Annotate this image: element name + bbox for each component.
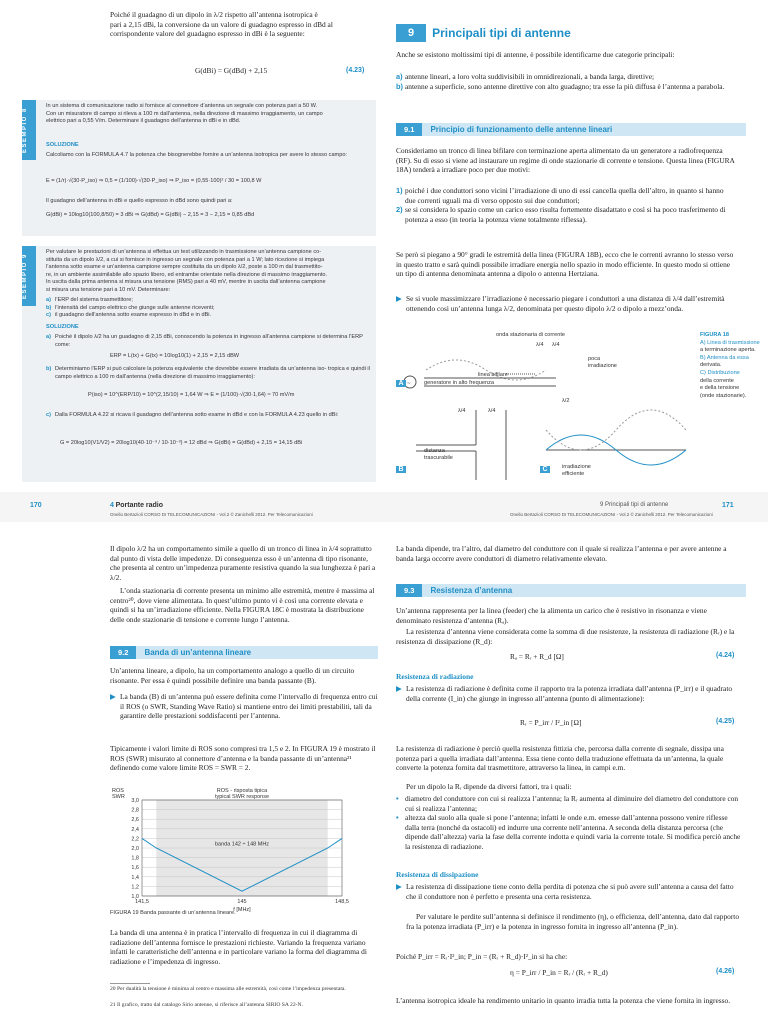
chapter-number: 4 — [110, 502, 114, 509]
footer-page-number-left — [30, 502, 42, 509]
page-number: 171 — [722, 502, 734, 509]
figure-panel-label: A — [396, 380, 406, 387]
fig-label: poca — [588, 356, 601, 362]
paragraph: Poiché P_irr = Rᵣ·I²_in; P_in = (Rᵣ + R_d)·I²_in si ha che: — [396, 952, 568, 961]
voltage-curve — [546, 410, 686, 450]
example-9-sol-c — [46, 412, 372, 420]
figure-19-chart — [110, 786, 360, 916]
y-tick-label: 2,8 — [131, 807, 139, 814]
example-9-sol-a — [46, 334, 372, 349]
y-axis-label: ROS — [112, 788, 124, 794]
text-line: Poiché il guadagno di un dipolo in λ/2 rispetto all’antenna isotropica è — [110, 10, 318, 19]
list-item — [396, 186, 736, 205]
arrow-right-icon: ▶ — [396, 684, 402, 693]
paragraph: Un’antenna lineare, a dipolo, ha un comportamento analogo a quello di un circuito risonante. Per essa è quindi possibile definire una banda passante (B). — [110, 666, 355, 685]
key-definition — [396, 882, 742, 901]
item-marker: c) — [46, 312, 51, 319]
example-9-text — [46, 249, 372, 295]
y-tick-label: 2,0 — [131, 846, 139, 852]
text-line: si misura una tensione pari a 10 mV. Determinare: — [46, 286, 171, 293]
equation-4-23: G(dBi) = G(dBd) + 2,15 — [195, 66, 268, 75]
item-marker: 1) — [396, 186, 403, 195]
copyright-left: Onelio Bertazioli CORSO DI TELECOMUNICAZIONI - Vol.2 © Zanichelli 2012. Per Telecomunicazioni — [110, 512, 313, 517]
item-text: antenne lineari, a loro volta suddivisibili in omnidirezionali, a banda larga, direttive; — [405, 72, 655, 81]
figure-title: FIGURA 18 — [700, 332, 730, 338]
equation-4-24: Rₐ = Rᵣ + R_d [Ω] — [510, 652, 564, 661]
x-tick-label: 148,5 — [335, 899, 349, 905]
item-text: l’ERP del sistema trasmettitore; — [55, 297, 133, 303]
figure-18c — [546, 410, 686, 465]
list-item — [396, 813, 742, 851]
item-text: antenne a superficie, sono antenne direttive con alto guadagno; tra esse la più diffusa è l’antenna a parabola. — [405, 81, 725, 91]
y-axis-label: SWR — [112, 794, 125, 800]
y-tick-label: 1,2 — [131, 884, 139, 891]
caption-line: derivata. — [700, 362, 722, 369]
fig-label: trascurabile — [424, 455, 453, 461]
example-9-eq-c: G = 20log10(V1/V2) = 20log10(40·10⁻³ / 10·10⁻³) = 12 dBd ⇒ G(dBi) = G(dBd) + 2,15 = 14,15 dBi — [60, 440, 303, 446]
equation-number: (4.24) — [716, 652, 735, 659]
text-line: stituita da un dipolo λ/2, a cui si fornisce in ingresso un segnale con potenza pari a 1 W; lato ricezione si impiega — [46, 256, 325, 263]
footer-page-number-right — [722, 502, 734, 509]
y-tick-label: 2,2 — [131, 836, 139, 843]
footnote-21: 21 Il grafico, tratto dal catalogo Sirio antenne, si riferisce all’antenna SIRIO SA 22-N. — [110, 1002, 303, 1008]
y-tick-label: 1,8 — [131, 855, 139, 862]
fig-label: λ/4 — [536, 342, 544, 348]
caption-line: A) Linea di trasmissione — [700, 339, 760, 346]
paragraph: L’onda stazionaria di corrente presenta un minimo alle estremità, mentre è massima al centro²⁰, dove viene alimentata. In quest’ultimo punto vi è così una corrente elevata e quindi si ha un’irradiazione efficiente. Nella FIGURA 18C è mostrata la distribuzione delle onde stazionarie di tensione e corrente lungo l’antenna. — [110, 586, 375, 624]
fig-label: linea bifilare — [478, 372, 508, 378]
subsection-number: 9.3 — [396, 584, 422, 597]
subsection-title: Resistenza d’antenna — [430, 586, 513, 595]
subsection-9-2-header — [110, 646, 378, 659]
example-9-eq-a: ERP = L(tx) + G(tx) = 10log10(1) + 2,15 = 2,15 dBW — [110, 353, 240, 359]
item-text: l’intensità del campo elettrico che giunge sulle antenne riceventi; — [55, 304, 215, 311]
item-marker: b) — [46, 366, 52, 372]
figure-19-caption: FIGURA 19 Banda passante di un’antenna lineare. — [110, 910, 236, 916]
arrow-right-icon: ▶ — [110, 692, 116, 701]
key-definition — [396, 684, 742, 703]
caption-line: e della tensione — [700, 385, 740, 392]
text-line: Per valutare le prestazioni di un’antenna si effettua un test utilizzando in trasmissione un’antenna campione co- — [46, 249, 322, 255]
x-axis-label: f [MHz] — [233, 907, 251, 913]
key-definition — [396, 294, 736, 313]
item-text: Poiché il dipolo λ/2 ha un guadagno di 2,15 dBi, conoscendo la potenza in ingresso all’antenna campione si determina l’ERP come: — [55, 334, 363, 348]
copyright-right: Onelio Bertazioli CORSO DI TELECOMUNICAZIONI - Vol.2 © Zanichelli 2012. Per Telecomunicazioni — [510, 512, 713, 517]
equation-number: (4.25) — [716, 718, 735, 725]
subsection-title: Banda di un’antenna lineare — [144, 648, 252, 657]
section-title: Principali tipi di antenne — [432, 26, 571, 40]
paragraph: La resistenza d’antenna viene considerata come la somma di due resistenze, la resistenza di radiazione (Rᵣ) e la resistenza di dissipazione (R_d): — [396, 627, 735, 646]
section-number: 9 — [396, 24, 426, 42]
item-marker: c) — [46, 412, 51, 418]
list-item — [396, 82, 736, 92]
paragraph: Un’antenna rappresenta per la linea (feeder) che la alimenta un carico che è resistivo in risonanza e viene denominato resistenza d’antenna (Rₐ). — [396, 606, 707, 625]
equation-number: (4.26) — [716, 968, 735, 975]
item-marker: b) — [46, 304, 52, 311]
fig-label: generatore in alto frequenza — [424, 380, 494, 386]
fig-label: distanza — [424, 448, 445, 454]
list-item — [46, 305, 372, 313]
paragraph: Il dipolo λ/2 ha un comportamento simile a quello di un tronco di linea in λ/4 soprattutto dal punto di vista delle impedenze. Di conseguenza esso è un’antenna di tipo risonante, che presenta al centro un’impedenza puramente resistiva quando la sua lunghezza è pari a λ/2. — [110, 544, 376, 582]
paragraph: Se però si piegano a 90° gradi le estremità della linea (FIGURA 18B), ecco che le correnti avranno lo stesso verso in questo tratto e sarà quindi possibile irradiare energia nello spazio in modo efficiente. In questo modo si ottiene un tipo di antenna denominata antenna a dipolo o antenna Hertziana. — [396, 250, 734, 279]
heading-resistenza-radiazione: Resistenza di radiazione — [396, 672, 474, 681]
y-tick-label: 1,6 — [131, 865, 139, 872]
example-8-sol2: Il guadagno dell’antenna in dBi e quello espresso in dBd sono quindi pari a: — [46, 198, 233, 204]
list-item — [396, 205, 736, 224]
subsection-9-3-header — [396, 584, 746, 597]
paragraph: Per un dipolo la Rᵣ dipende da diversi fattori, tra i quali: — [406, 782, 572, 791]
section-9-intro: Anche se esistono moltissimi tipi di antenne, è possibile identificarne due categorie principali: — [396, 50, 675, 59]
paragraph: La banda di una antenna è in pratica l’intervallo di frequenza in cui il diagramma di radiazione dell’antenna fornisce le prestazioni richieste. Variando la frequenza variano infatti le caratteristiche dell’antenna e in particolare variano la forma del diagramma di radiazione e l’impedenza di ingresso. — [110, 928, 367, 966]
figure-panel-label: C — [540, 466, 550, 473]
item-text: se si considera lo spazio come un carico esso risulta fortemente disadattato e così si ha poco trasferimento di potenza a esso (in teoria la potenza viene totalmente riflessa). — [405, 205, 726, 224]
y-tick-label: 3,0 — [131, 798, 139, 804]
band-label: banda 142 ÷ 148 MHz — [214, 841, 270, 848]
chapter-title: Portante radio — [115, 502, 164, 509]
fig-label: efficiente — [562, 471, 585, 477]
text-line: elettrico pari a 0,55 V/m. Determinare il guadagno dell’antenna in dBi e in dBd. — [46, 118, 241, 125]
caption-line: B) Antenna da essa — [700, 354, 749, 361]
factors-list — [396, 794, 742, 852]
paragraph: La resistenza di radiazione è perciò quella resistenza fittizia che, percorsa dalla corrente di segnale, dissipa una potenza pari a quella irradiata dall’antenna. Essa tiene conto della traduzione effettuata da un’antenna, la quale converte la potenza fornita dal trasmettitore, attraverso la linea, in campi e.m. — [396, 744, 724, 773]
item-marker: a) — [46, 297, 51, 303]
fig-label: λ/4 — [458, 408, 466, 414]
example-9-sol-b — [46, 366, 372, 381]
figure-18-caption — [700, 332, 760, 400]
bullet-icon: • — [396, 794, 399, 803]
item-text: il guadagno dell’antenna sotto esame espresso in dBd e in dBi. — [55, 312, 212, 319]
item-marker: a) — [396, 72, 403, 81]
arrow-right-icon: ▶ — [396, 294, 402, 303]
intro-paragraph — [110, 10, 372, 39]
fig-label: λ/4 — [552, 342, 560, 348]
text-line: In uscita dalla prima antenna si misura una tensione (RMS) pari a 40 mV, mentre in uscita dall’antenna campione — [46, 279, 326, 286]
caption-line: (onde stazionarie). — [700, 392, 747, 399]
item-text: Determiniamo l’ERP si può calcolare la potenza equivalente che dovrebbe essere irradiata da un’antenna iso- tropica e quindi il campo elettrico a 100 m dall’antenna (nella direzione di massimo irraggiamento): — [55, 366, 370, 380]
paragraph: La banda dipende, tra l’altro, dal diametro del conduttore con il quale si realizza l’antenna e per avere antenne a banda larga occorre avere conduttori di diametro relativamente elevato. — [396, 544, 727, 563]
example-9-tab: ESEMPIO 9 — [22, 246, 36, 306]
key-text: La banda (B) di un’antenna può essere definita come l’intervallo di frequenza entro cui il ROS (o SWR, Standing Wave Ratio) si mantiene entro dei limiti prestabiliti, tali da garantire delle prestazioni soddisfacenti per l’antenna. — [120, 692, 378, 721]
fig-label: irradiazione — [588, 363, 617, 369]
fig-label: λ/2 — [562, 398, 570, 404]
footnote-divider — [110, 983, 150, 984]
equation-4-26: η = P_irr / P_in = Rᵣ / (Rᵣ + R_d) — [510, 968, 608, 977]
reasons-list — [396, 186, 736, 224]
equation-number: (4.23) — [346, 67, 365, 74]
section-9-list — [396, 72, 736, 91]
example-8-text — [46, 103, 372, 126]
key-text: La resistenza di radiazione è definita come il rapporto tra la potenza irradiata dall’antenna (P_irr) e il quadrato della corrente (I_in) che giunge in ingresso all’antenna (punto di alimentazione): — [406, 684, 733, 703]
x-tick-label: 145 — [237, 899, 247, 905]
paragraph: Tipicamente i valori limite di ROS sono compresi tra 1,5 e 2. In FIGURA 19 è mostrato il ROS (SWR) misurato al connettore d’antenna e la banda passante di un’antenna²¹ definendo come valore limite ROS = SWR = 2. — [110, 744, 376, 773]
page-number: 170 — [30, 502, 42, 509]
item-marker: 2) — [396, 205, 403, 215]
y-tick-label: 2,6 — [131, 817, 139, 824]
heading-resistenza-dissipazione: Resistenza di dissipazione — [396, 870, 479, 879]
y-tick-label: 1,4 — [131, 874, 139, 881]
bullet-icon: • — [396, 813, 399, 823]
item-text: poiché i due conduttori sono vicini l’irradiazione di uno di essi cancella quella dell’altro, in quanto si hanno due correnti uguali ma di verso opposto sui due conduttori; — [405, 186, 724, 205]
subsection-title: Principio di funzionamento delle antenne lineari — [430, 125, 613, 134]
x-tick-label: 141,5 — [135, 899, 149, 905]
y-tick-label: 1,0 — [131, 894, 139, 900]
arrow-right-icon: ▶ — [396, 882, 402, 891]
text-line: pari a 2,15 dBi, la conversione da un valore di guadagno espresso in dBd al — [110, 19, 333, 29]
list-item — [46, 312, 372, 320]
paragraph: L’antenna isotropica ideale ha rendimento unitario in quanto irradia tutta la potenza che viene fornita in ingresso. — [396, 996, 731, 1005]
y-tick-label: 2,4 — [131, 826, 139, 833]
key-text: Se si vuole massimizzare l’irradiazione è necessario piegare i conduttori a una distanza di λ/4 dall’estremità ottenendo così un’antenna lunga λ/2, denominata per questo dipolo λ/2 o dipolo a mezz’onda. — [406, 294, 725, 313]
text-line: Con un misuratore di campo si rileva a 100 m dall’antenna, nella direzione di massimo irraggiamento, un campo — [46, 110, 323, 117]
chart-subtitle: typical SWR response — [214, 794, 270, 800]
footer-chapter-left — [110, 502, 163, 509]
list-item — [46, 297, 372, 305]
fig-label: onda stazionaria di corrente — [496, 332, 566, 338]
example-8-sol1: Calcoliamo con la FORMULA 4.7 la potenza che bisognerebbe fornire a un’antenna isotropica per avere lo stesso campo: — [46, 152, 347, 158]
example-9-eq-b: P(iso) = 10^(ERP/10) = 10^(2,15/10) = 1,64 W ⇒ E = (1/100)·√(30·1,64) ≈ 70 mV/m — [88, 392, 295, 398]
section-9-header — [396, 24, 746, 42]
key-text: La resistenza di dissipazione tiene conto della perdita di potenza che si può avere sull’antenna a causa del fatto che il conduttore non è perfetto e presenta una certa resistenza. — [406, 882, 734, 901]
text-line: re, in un ambiente assimilabile allo spazio libero, ed entrambe orientate nella direzione di massimo irraggiamento. — [46, 271, 328, 278]
example-8-eq1: E = (1/r)·√(30·P_iso) ⇒ 0,5 = (1/100)·√(30·P_iso) ⇒ P_iso = (0,55·100)² / 30 = 100,8 W — [46, 178, 262, 184]
soluzione-label: SOLUZIONE — [46, 142, 79, 148]
key-definition — [110, 692, 378, 721]
item-text: altezza dal suolo alla quale si pone l’antenna; infatti le onde e.m. emesse dall’antenna possono venire riflesse dalla terra (nonché da ostacoli) ed indurre una corrente nell’antenna. A seconda della distanza percorsa (che dipende dall’altezza) varia la fase della corrente indotta e quindi varia la corrente totale. Si modifica perciò anche la resistenza di radiazione. — [405, 813, 741, 851]
list-item — [396, 72, 736, 82]
fig-label: λ/4 — [488, 408, 496, 414]
paragraph: Consideriamo un tronco di linea bifilare con terminazione aperta alimentato da un generatore a radiofrequenza (RF). Su di esso si viene ad instaurare un regime di onde stazionarie di corrente e tensione. Questa linea (FIGURA 18A) tenderà a irradiare poco per due motivi: — [396, 146, 735, 175]
item-text: diametro del conduttore con cui si realizza l’antenna; la Rᵣ aumenta al diminuire del diametro del conduttore con cui si realizza l’antenna; — [405, 794, 739, 813]
item-marker: b) — [396, 81, 403, 91]
footnote-20: 20 Per dualità la tensione è minima al centro e massima alle estremità, così come l’impedenza presentata. — [110, 986, 346, 992]
example-8-tab: ESEMPIO 8 — [22, 100, 36, 160]
subsection-9-1-header — [396, 123, 746, 136]
list-item — [396, 794, 742, 813]
text-line: corrispondente valore del guadagno espresso in dBi è la seguente: — [110, 29, 305, 39]
text-line: In un sistema di comunicazione radio si fornisce al connettore d’antenna un segnale con potenza pari a 50 W. — [46, 103, 318, 109]
text-line: l’antenna sotto esame e un’antenna campione sempre costituita da un dipolo λ/2, poste a 100 m dal trasmettito- — [46, 264, 323, 271]
subsection-number: 9.2 — [110, 646, 136, 659]
caption-line: della corrente — [700, 377, 734, 384]
figure-panel-label: B — [396, 466, 406, 473]
footer-section-right: 9 Principali tipi di antenne — [600, 502, 669, 508]
fig-label: irradiazione — [562, 464, 591, 470]
subsection-number: 9.1 — [396, 123, 422, 136]
chart-title: ROS - risposta tipica — [216, 788, 268, 794]
item-marker: a) — [46, 334, 51, 340]
caption-line: a terminazione aperta. — [700, 347, 756, 354]
equation-4-25: Rᵣ = P_irr / I²_in [Ω] — [520, 718, 582, 727]
caption-line: C) Distribuzione — [700, 369, 740, 376]
soluzione-label: SOLUZIONE — [46, 324, 79, 330]
item-text: Dalla FORMULA 4.22 si ricava il guadagno dell’antenna sotto esame in dBd e con la FORMULA 4.23 quello in dBi: — [55, 412, 339, 418]
example-8-eq2: G(dBi) = 10log10(100,8/50) = 3 dBi ⇒ G(dBd) = G(dBi) − 2,15 = 3 − 2,15 = 0,85 dBd — [46, 212, 255, 218]
figure-18b — [416, 410, 506, 480]
paragraph: Per valutare le perdite sull’antenna si definisce il rendimento (η), o efficienza, dell’antenna, dato dal rapporto fra la potenza irradiata (P_irr) e la potenza in ingresso fornita in ingresso all’antenna (P_in). — [406, 912, 740, 931]
example-9-items — [46, 297, 372, 320]
generator-symbol: ~ — [407, 381, 411, 387]
